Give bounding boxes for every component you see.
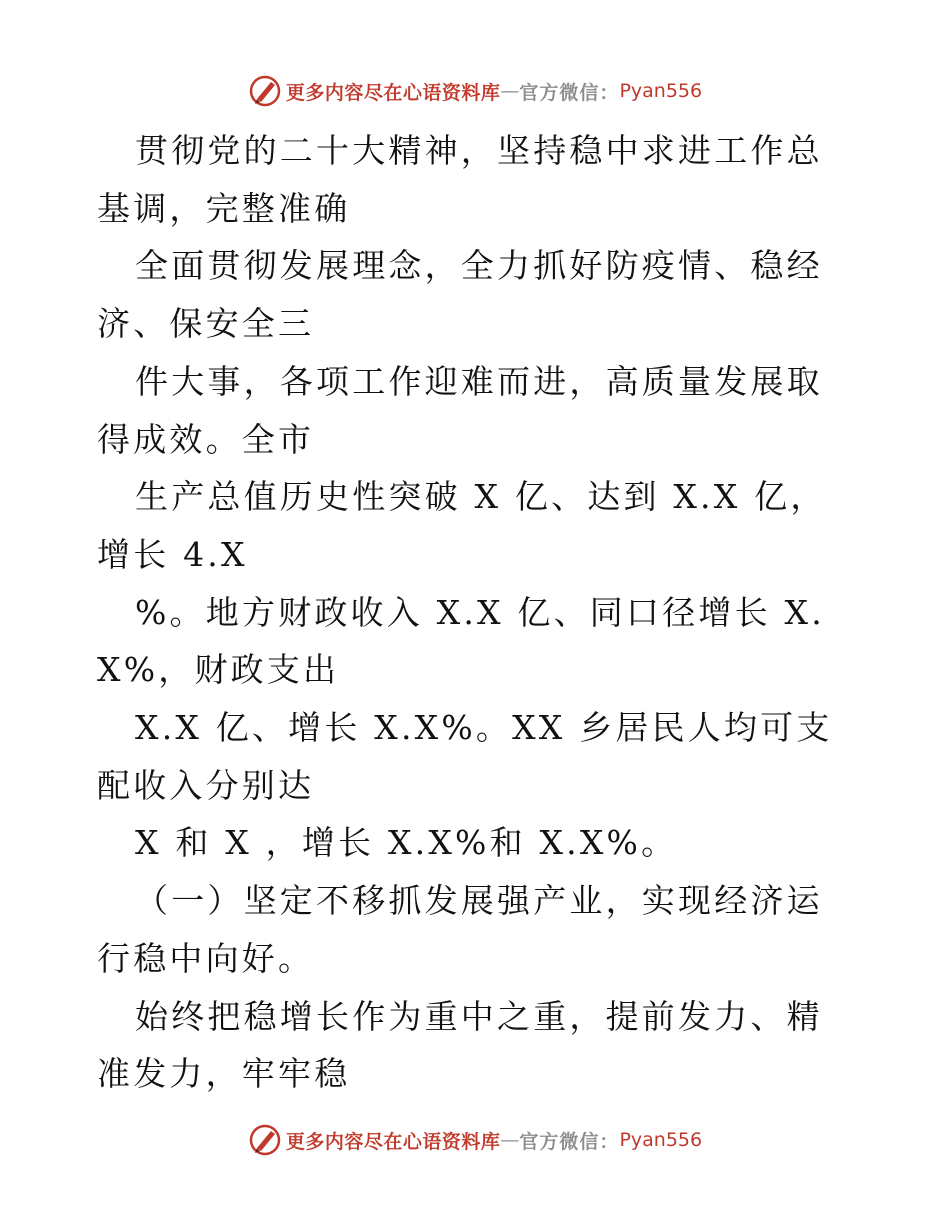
footer-banner: [0, 1120, 950, 1160]
paragraph-6: X.X 亿、增长 X.X%。XX 乡居民人均可支配收入分别达: [97, 708, 833, 805]
header-separator: —: [500, 80, 520, 102]
paragraph-2: 全面贯彻发展理念，全力抓好防疫情、稳经济、保安全三: [97, 246, 823, 344]
footer-wechat-id: Pyan556: [619, 1129, 703, 1151]
header-wechat-id: Pyan556: [619, 80, 703, 102]
header-wechat-label: 官方微信：: [519, 81, 620, 104]
footer-separator: —: [500, 1129, 520, 1151]
paragraph-7: X 和 X ，增长 X.X%和 X.X%。: [135, 823, 678, 863]
paragraph-9: 始终把稳增长作为重中之重，提前发力、精准发力，牢牢稳: [97, 996, 823, 1094]
pen-logo-icon: [248, 74, 282, 108]
header-banner: [0, 71, 950, 111]
document-body: [97, 122, 857, 1103]
paragraph-4: 生产总值历史性突破 X 亿、达到 X.X 亿，增长 4.X: [97, 477, 827, 574]
footer-brand-text: 更多内容尽在心语资料库: [285, 1130, 501, 1153]
pen-logo-icon: [248, 1123, 282, 1157]
paragraph-8: （一）坚定不移抓发展强产业，实现经济运行稳中向好。: [97, 881, 823, 978]
header-brand-text: 更多内容尽在心语资料库: [285, 81, 501, 104]
paragraph-5: %。地方财政收入 X.X 亿、同口径增长 X.X%，财政支出: [97, 592, 825, 690]
footer-wechat-label: 官方微信：: [519, 1130, 620, 1153]
paragraph-1: 贯彻党的二十大精神，坚持稳中求进工作总基调，完整准确: [97, 131, 823, 228]
paragraph-3: 件大事，各项工作迎难而进，高质量发展取得成效。全市: [97, 361, 823, 459]
